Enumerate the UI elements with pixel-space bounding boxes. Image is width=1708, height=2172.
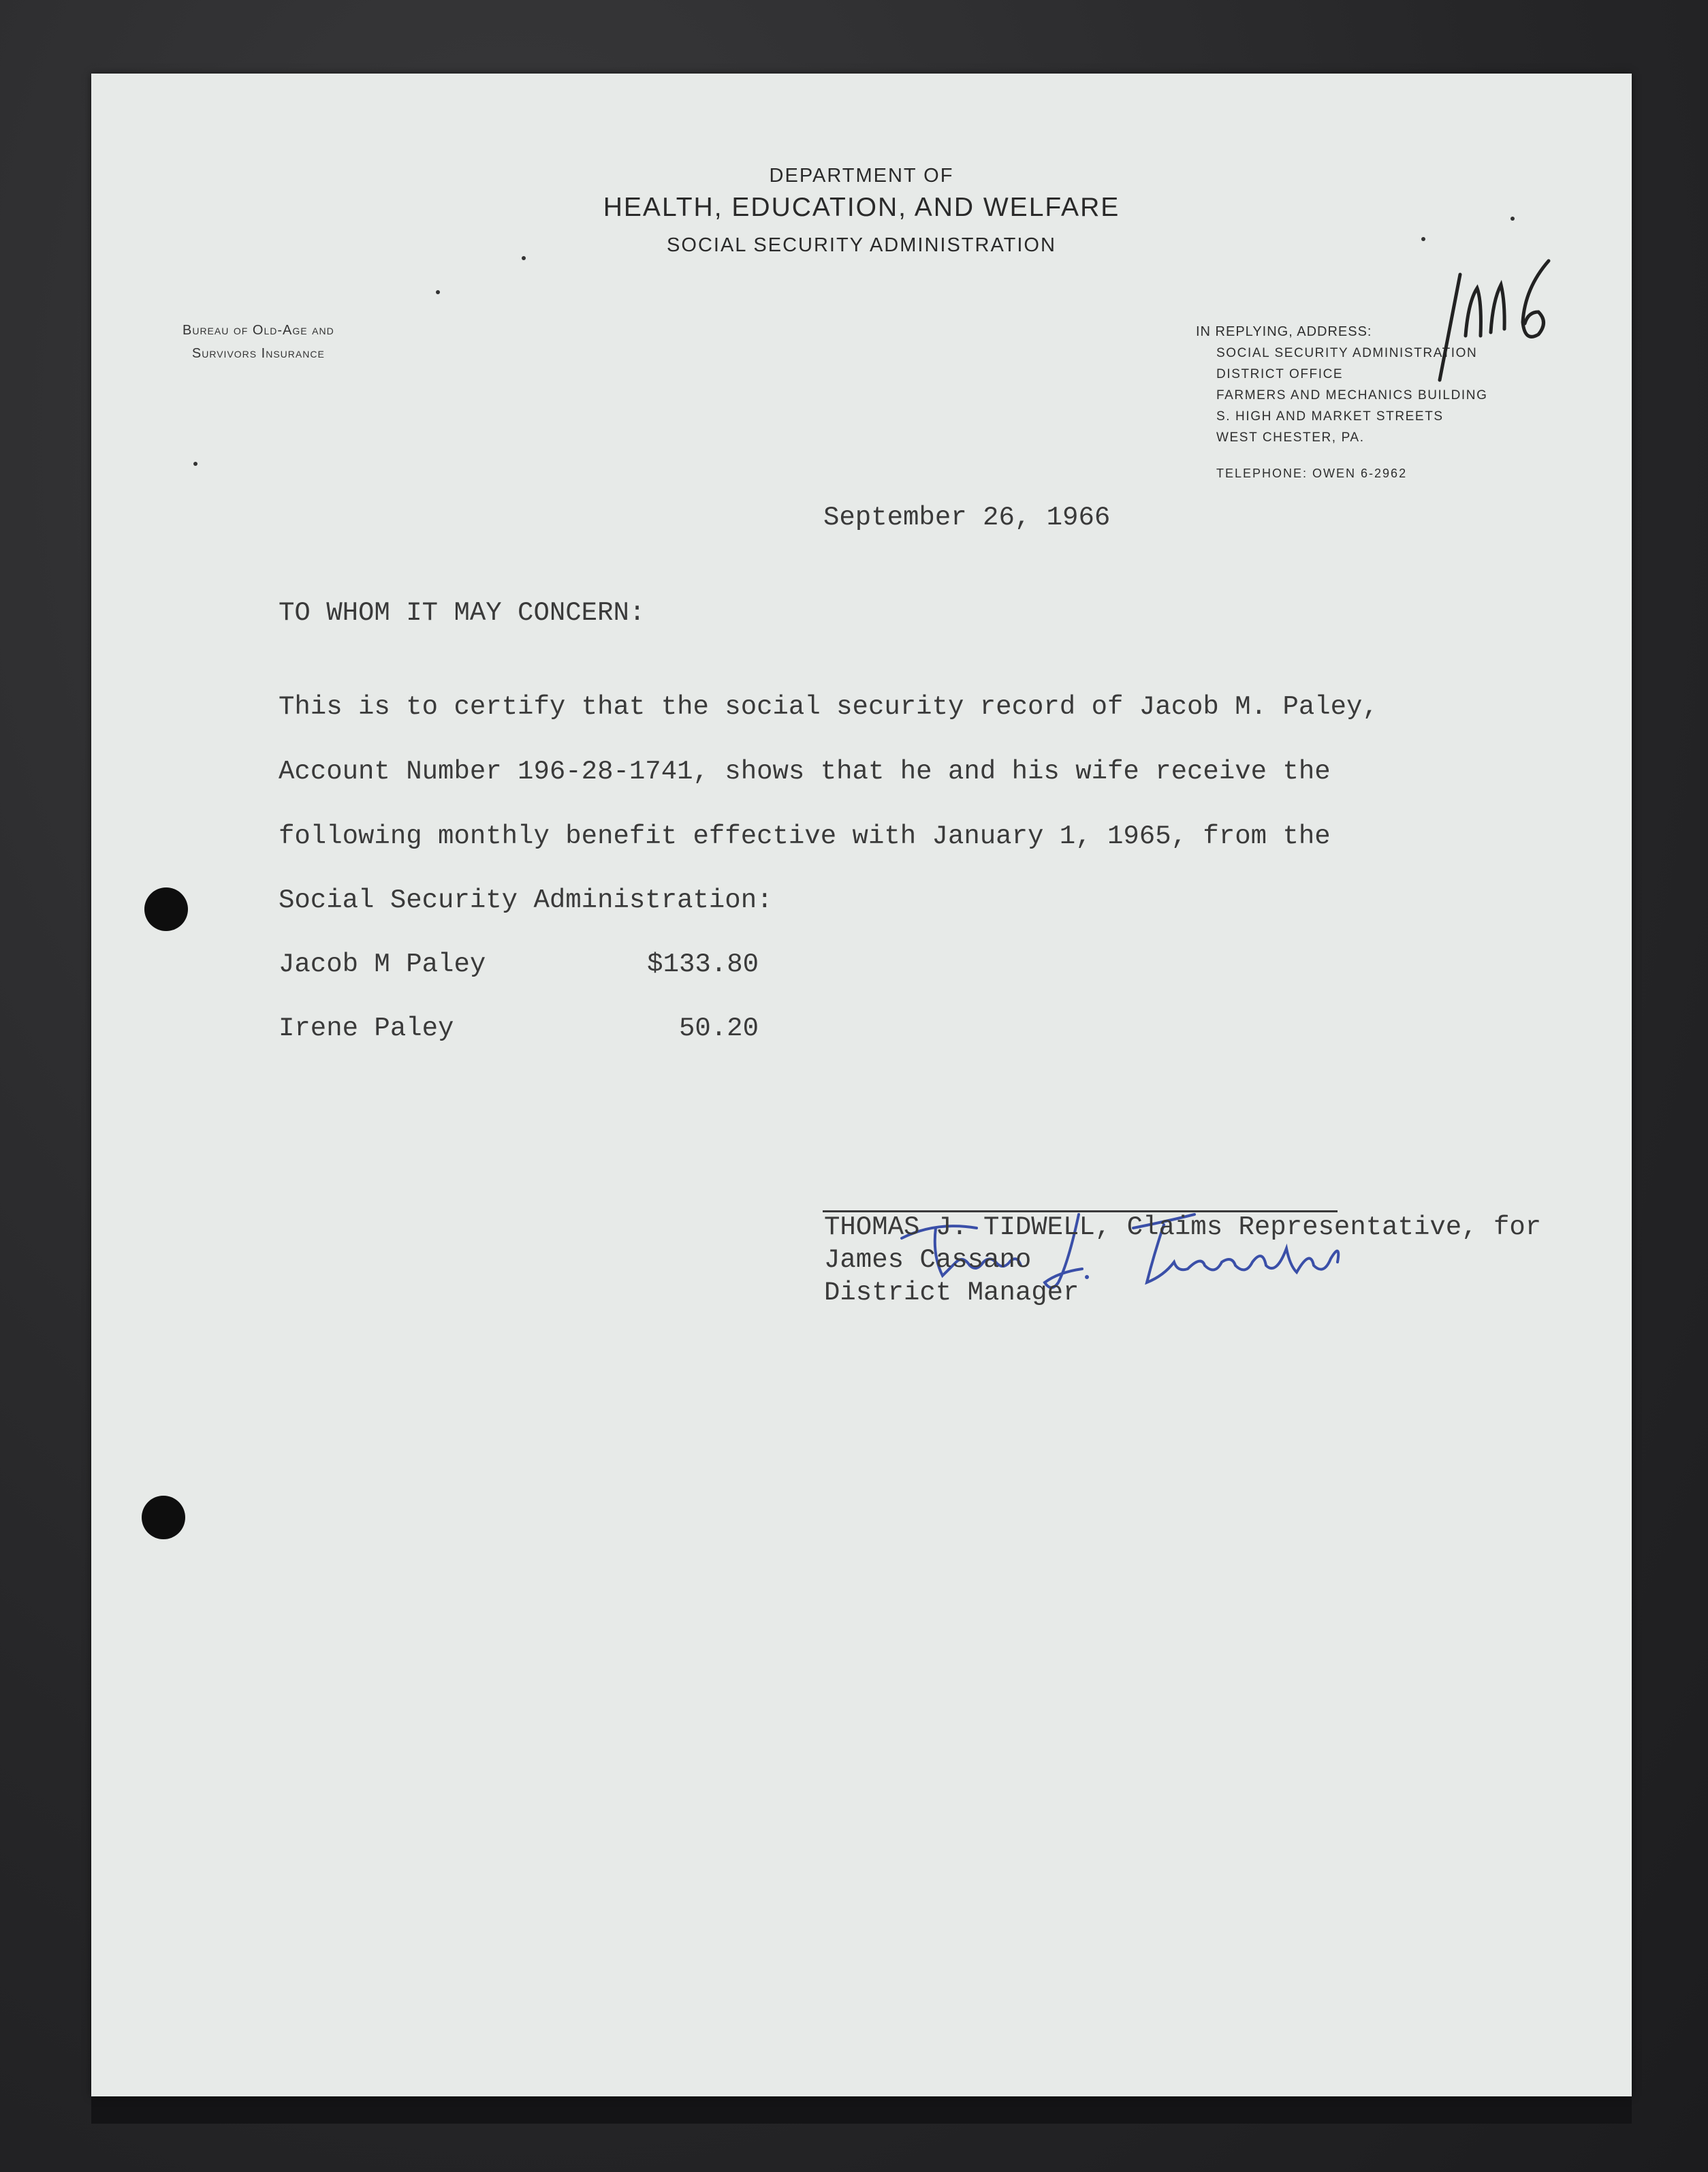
reply-line-5: WEST CHESTER, PA. (1216, 430, 1365, 445)
body-line-4: Social Security Administration: (279, 885, 773, 915)
bureau-block (183, 319, 334, 365)
benefit-name-2: Irene Paley (279, 1013, 454, 1043)
paper-bottom-shadow (91, 2096, 1632, 2124)
letter-page (91, 74, 1632, 2096)
punch-hole-lower (142, 1496, 185, 1539)
reply-line-3: FARMERS AND MECHANICS BUILDING (1216, 388, 1488, 403)
signature-line-3: District Manager (824, 1278, 1079, 1308)
paper-speck (1421, 237, 1425, 241)
benefit-name-1: Jacob M Paley (279, 949, 486, 979)
reply-line-4: S. HIGH AND MARKET STREETS (1216, 409, 1444, 424)
paper-speck (522, 256, 526, 260)
letter-date: September 26, 1966 (823, 503, 1111, 533)
letterhead (91, 162, 1632, 262)
handwritten-page-number (1412, 247, 1590, 418)
body-line-1: This is to certify that the social security record of Jacob M. Paley, (279, 692, 1378, 722)
letterhead-ssa: SOCIAL SECURITY ADMINISTRATION (667, 234, 1056, 256)
benefit-amount-2: 50.20 (678, 1013, 759, 1043)
body-line-3: following monthly benefit effective with January 1, 1965, from the (279, 821, 1331, 851)
signature-line-2: James Cassano (824, 1245, 1032, 1275)
body-line-2: Account Number 196-28-1741, shows that he and his wife receive the (279, 757, 1331, 787)
paper-speck (193, 462, 197, 466)
punch-hole-upper (144, 887, 188, 931)
reply-line-2: DISTRICT OFFICE (1216, 367, 1344, 381)
salutation: TO WHOM IT MAY CONCERN: (279, 598, 646, 628)
paper-speck (1511, 217, 1515, 221)
reply-heading: IN REPLYING, ADDRESS: (1196, 324, 1372, 339)
reply-telephone: TELEPHONE: OWEN 6-2962 (1216, 467, 1408, 480)
letterhead-department: DEPARTMENT OF (769, 165, 954, 187)
letterhead-hew: HEALTH, EDUCATION, AND WELFARE (603, 193, 1120, 222)
reply-line-1: SOCIAL SECURITY ADMINISTRATION (1216, 346, 1478, 360)
paper-speck (436, 290, 440, 294)
bureau-line-1: Bureau of Old-Age and (183, 323, 334, 338)
signature-line-1: THOMAS J. TIDWELL, Claims Representative, for (824, 1212, 1542, 1242)
benefit-amount-1: $133.80 (647, 949, 759, 979)
bureau-line-2: Survivors Insurance (191, 346, 325, 361)
